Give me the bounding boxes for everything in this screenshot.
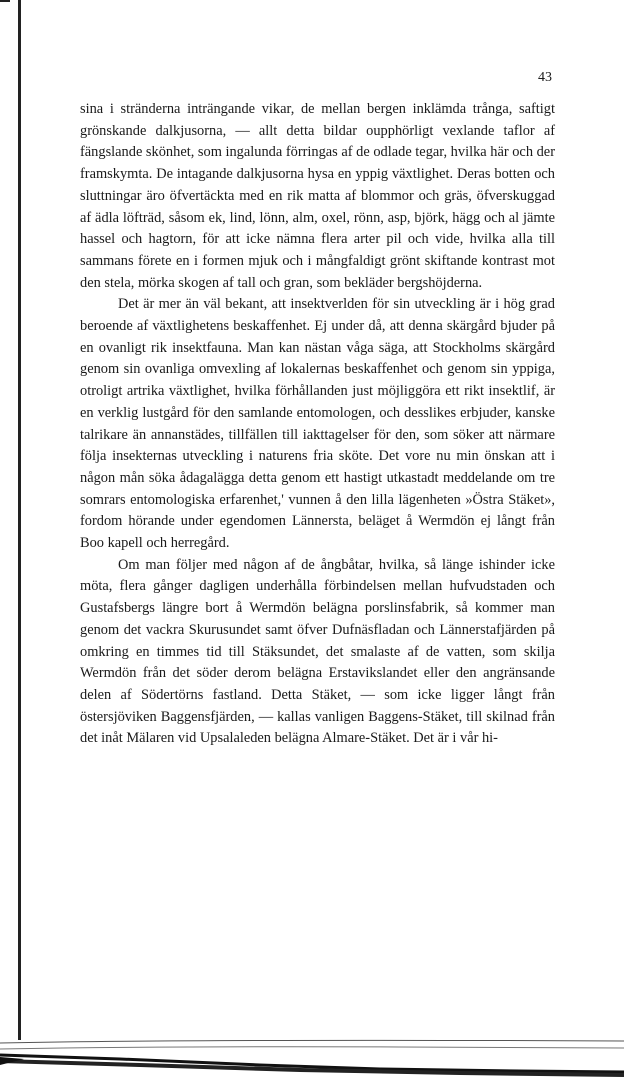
page-corner-mark [0, 0, 10, 2]
page-binding-edge [18, 0, 21, 1040]
page-number: 43 [538, 70, 552, 85]
paragraph-1: sina i stränderna inträngande vikar, de mellan bergen inklämda trånga, saftigt grönskande dalkjusorna, — allt detta bildar oupphörligt vexlande taflor af fängslande skönhet, som ingalunda förringas af de odlade tegar, hvilka här och der framskymta. De intagande dalkjusorna hysa en yppig växtlighet. Deras botten och sluttningar äro öfvertäckta med en rik matta af blommor och gräs, öfverskuggad af ädla löfträd, såsom ek, lind, lönn, alm, oxel, rönn, asp, björk, hägg och al jämte hassel och hagtorn, för att icke nämna flera arter pil och vide, hvilka alla till sammans förete en i formen mjuk och i mångfaldigt grönt skiftande kontrast mot den stela, mörka skogen af tall och gran, som bekläder bergshöjderna. [80, 101, 555, 291]
body-text [80, 99, 555, 750]
page-bottom-edge [0, 1035, 624, 1085]
paragraph-3: Om man följer med någon af de ångbåtar, hvilka, så länge ishinder icke möta, flera gånger dagligen underhålla förbindelsen mellan hufvudstaden och Gustafsbergs längre bort å Wermdön belägna porslinsfabrik, så kommer man genom det vackra Skurusundet samt öfver Dufnäsfladan och Lännerstafjärden på omkring en timmes tid till Stäksundet, det smalaste af de vatten, som skilja Wermdön från det söder derom belägna Erstavikslandet eller den angränsande delen af Södertörns fastland. Detta Stäket, — som icke ligger långt från östersjöviken Baggensfjärden, — kallas vanligen Baggens-Stäket, till skilnad från det inåt Mälaren vid Upsalaleden belägna Almare-Stäket. Det är i vår hi- [80, 556, 555, 747]
paragraph-2: Det är mer än väl bekant, att insektverlden för sin utveckling är i hög grad beroende af växtlighetens beskaffenhet. Ej under då, att denna skärgård bjuder på en ovanligt rik insektfauna. Man kan nästan våga säga, att Stockholms skärgård genom sin ovanliga omvexling af lokalernas beskaffenhet och genom sin yppiga, otroligt artrika växtlighet, hvilka förhållanden just möjliggöra ett rikt insektlif, är en verklig lustgård för den samlande entomologen, och desslikes erbjuder, kanske talrikare än annanstädes, tillfällen till iakttagelser för den, som söker att närmare följa insekternas utveckling i naturens fria sköte. Det vore nu min önskan att i någon mån söka ådagalägga detta genom ett hastigt utkastadt meddelande om tre somrars entomologiska erfarenhet,' vunnen å den lilla lägenheten »Östra Stäket», fordom hörande under egendomen Lännersta, beläget å Wermdön ej långt från Boo kapell och herregård. [80, 296, 555, 552]
